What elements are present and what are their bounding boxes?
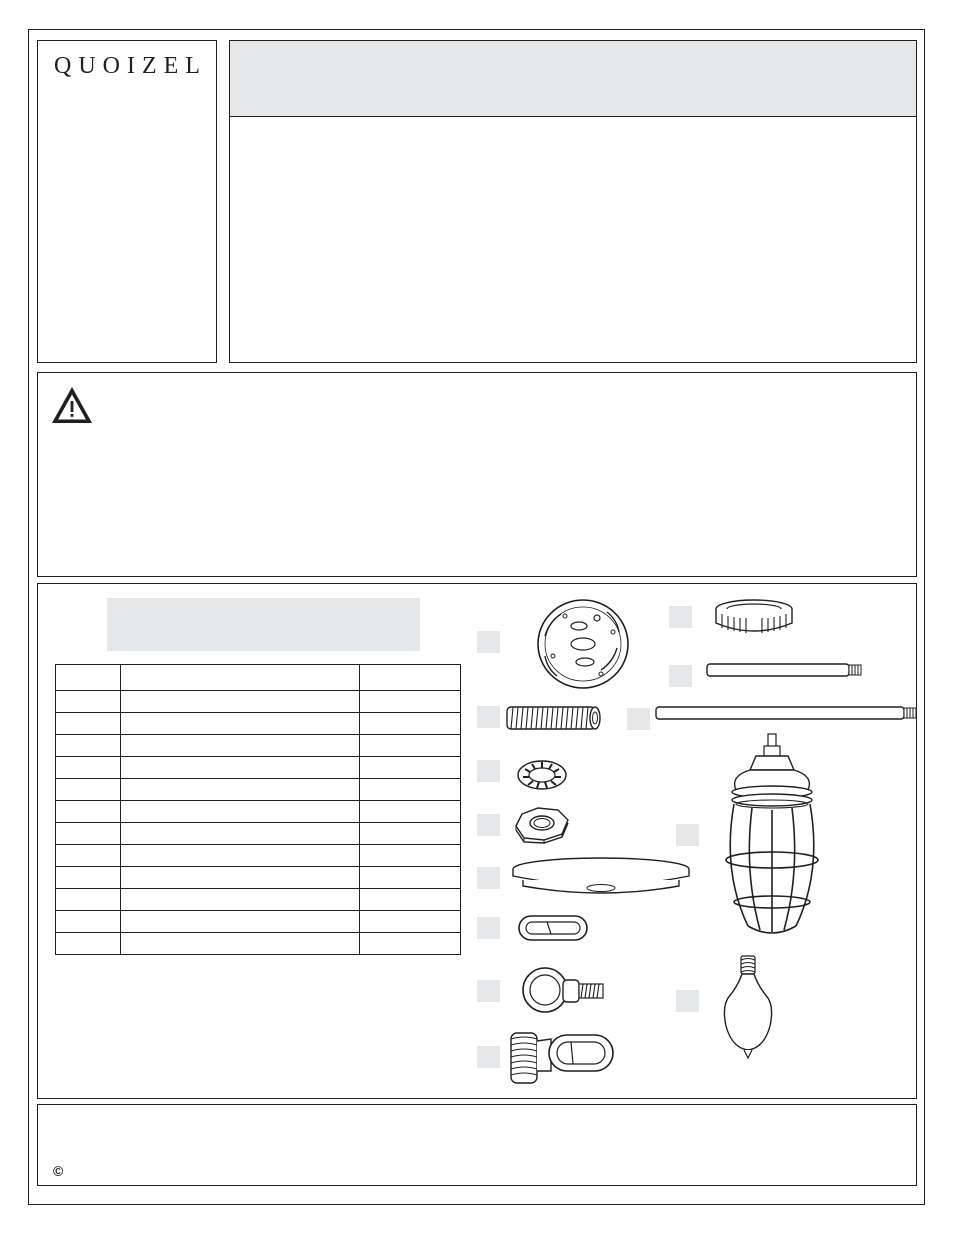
quoizel-logo: QUOIZEL [54,53,207,79]
footer-box [37,1104,917,1186]
table-header-row [56,665,461,691]
warning-triangle-icon [50,385,94,425]
long-rod-drawing [654,702,918,724]
part-label-square [477,917,500,939]
table-row [56,933,461,955]
table-row [56,911,461,933]
part-label-square [477,814,500,836]
part-label-square [676,990,699,1012]
parts-box [37,583,917,1099]
table-row [56,801,461,823]
copyright-symbol: © [53,1163,64,1179]
part-label-square [477,980,500,1002]
part-label-square [669,606,692,628]
logo-box [37,40,217,363]
title-band [230,41,916,117]
hex-nut-drawing [512,806,572,844]
chain-link-drawing [517,913,591,945]
cage-shade-drawing [716,732,828,940]
ring-nut-drawing [713,597,795,637]
warning-box [37,372,917,577]
part-label-square [627,708,650,730]
table-row [56,867,461,889]
part-label-square [477,1046,500,1068]
short-rod-drawing [705,660,865,680]
canopy-drawing [509,854,693,896]
table-row [56,757,461,779]
screw-collar-loop-drawing [519,962,609,1026]
part-label-square [477,706,500,728]
table-row [56,889,461,911]
title-box [229,40,917,363]
light-bulb-drawing [722,952,774,1062]
threaded-nipple-drawing [505,702,605,734]
parts-table [55,664,461,955]
mounting-plate-drawing [533,596,633,692]
part-label-square [477,760,500,782]
part-label-square [676,824,699,846]
part-label-square [669,665,692,687]
table-row [56,713,461,735]
table-row [56,823,461,845]
parts-title-band [107,598,420,651]
table-row [56,779,461,801]
lock-washer-drawing [515,757,569,793]
hook-ring-drawing [509,1027,619,1087]
part-label-square [477,867,500,889]
table-row [56,735,461,757]
part-label-square [477,631,500,653]
table-row [56,691,461,713]
table-row [56,845,461,867]
